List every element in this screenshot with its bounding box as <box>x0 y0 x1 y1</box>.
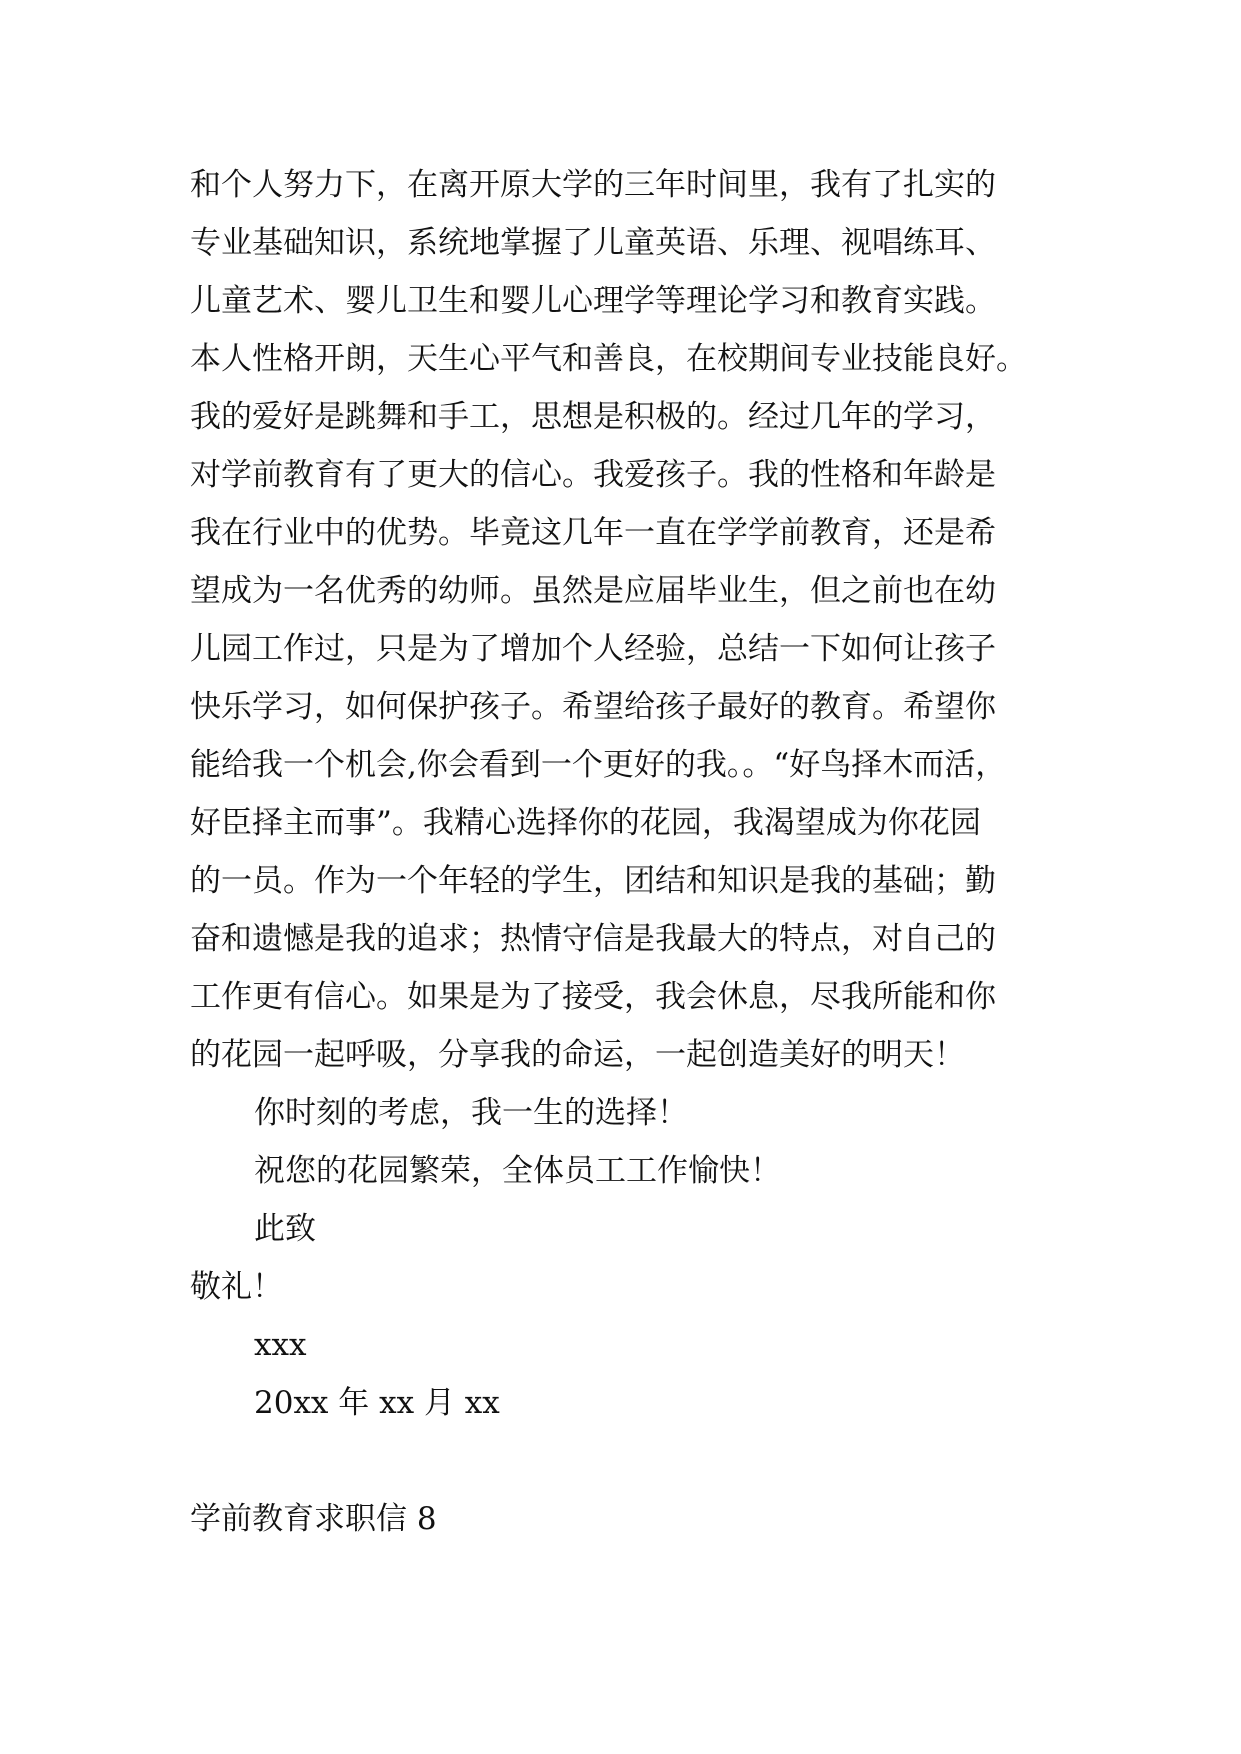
paragraph-line: 专业基础知识，系统地掌握了儿童英语、乐理、视唱练耳、 <box>190 225 996 261</box>
paragraph-line: 儿童艺术、婴儿卫生和婴儿心理学等理论学习和教育实践。 <box>190 283 996 319</box>
salutation-line: 此致 <box>254 1211 316 1247</box>
paragraph-line: 工作更有信心。如果是为了接受，我会休息，尽我所能和你 <box>190 979 996 1015</box>
paragraph-line: 本人性格开朗，天生心平气和善良，在校期间专业技能良好。 <box>190 341 1027 377</box>
paragraph-line: 和个人努力下，在离开原大学的三年时间里，我有了扎实的 <box>190 167 996 203</box>
section-heading: 学前教育求职信 8 <box>190 1501 437 1537</box>
paragraph-line: 儿园工作过，只是为了增加个人经验，总结一下如何让孩子 <box>190 631 996 667</box>
paragraph-line: 对学前教育有了更大的信心。我爱孩子。我的性格和年龄是 <box>190 457 996 493</box>
paragraph-line: 我的爱好是跳舞和手工，思想是积极的。经过几年的学习， <box>190 399 996 435</box>
blank-line <box>190 1432 1070 1490</box>
letter-body <box>190 156 1070 1548</box>
signature-name: xxx <box>254 1327 307 1363</box>
closing-line: 祝您的花园繁荣，全体员工工作愉快！ <box>254 1153 781 1189</box>
paragraph-line: 的花园一起呼吸，分享我的命运，一起创造美好的明天！ <box>190 1037 965 1073</box>
paragraph-line: 奋和遗憾是我的追求；热情守信是我最大的特点，对自己的 <box>190 921 996 957</box>
paragraph-line: 望成为一名优秀的幼师。虽然是应届毕业生，但之前也在幼 <box>190 573 996 609</box>
signature-date: 20xx 年 xx 月 xx <box>254 1385 500 1421</box>
paragraph-line: 的一员。作为一个年轻的学生，团结和知识是我的基础；勤 <box>190 863 996 899</box>
paragraph-line: 我在行业中的优势。毕竟这几年一直在学学前教育，还是希 <box>190 515 996 551</box>
paragraph-line: 好臣择主而事”。我精心选择你的花园，我渴望成为你花园 <box>190 805 981 841</box>
paragraph-line: 能给我一个机会,你会看到一个更好的我。。“好鸟择木而活， <box>190 747 1007 783</box>
paragraph-line: 快乐学习，如何保护孩子。希望给孩子最好的教育。希望你 <box>190 689 996 725</box>
closing-line: 你时刻的考虑，我一生的选择！ <box>254 1095 688 1131</box>
salutation-line: 敬礼！ <box>190 1269 283 1305</box>
